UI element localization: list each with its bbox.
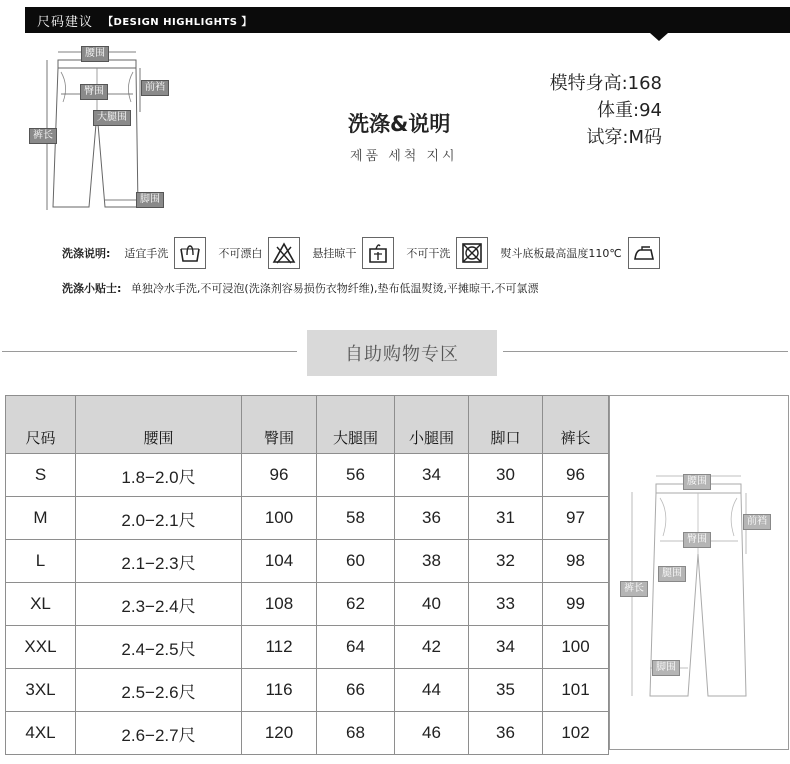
care-text-no-bleach: 不可漂白 <box>218 247 263 260</box>
care-text-iron: 熨斗底板最高温度110℃ <box>500 247 622 260</box>
cell-waist: 2.5−2.6尺 <box>76 669 242 712</box>
waist-tag: 腰围 <box>81 46 109 62</box>
cell-length: 102 <box>543 712 609 755</box>
section-title: 自助购物专区 <box>307 330 497 376</box>
cell-calf: 38 <box>395 540 469 583</box>
iron-icon <box>628 237 660 269</box>
cell-length: 99 <box>543 583 609 626</box>
tips-text: 单独冷水手洗,不可浸泡(洗涤剂容易损伤衣物纤维),垫布低温熨烫,平摊晾干,不可氯漂 <box>130 282 539 295</box>
cell-calf: 42 <box>395 626 469 669</box>
cell-hem: 30 <box>469 454 543 497</box>
cell-waist: 2.1−2.3尺 <box>76 540 242 583</box>
cell-thigh: 56 <box>317 454 395 497</box>
hand-wash-icon <box>174 237 206 269</box>
table-row <box>6 626 609 669</box>
table-row <box>6 712 609 755</box>
cell-calf: 40 <box>395 583 469 626</box>
cell-size: S <box>6 454 76 497</box>
header-length: 裤长 <box>543 396 609 454</box>
size-table <box>5 395 609 755</box>
header-waist: 腰围 <box>76 396 242 454</box>
header-notch <box>650 33 668 41</box>
cell-hip: 108 <box>242 583 317 626</box>
thigh-tag: 大腿围 <box>93 110 131 126</box>
pants-measurement-diagram <box>25 42 185 222</box>
cell-waist: 2.0−2.1尺 <box>76 497 242 540</box>
care-text-hang-dry: 悬挂晾干 <box>312 247 357 260</box>
side-waist-tag: 腰围 <box>683 474 711 490</box>
header-size: 尺码 <box>6 396 76 454</box>
wash-subtitle: 제품 세척 지시 <box>350 149 458 164</box>
cell-thigh: 60 <box>317 540 395 583</box>
cell-hem: 33 <box>469 583 543 626</box>
cell-calf: 46 <box>395 712 469 755</box>
cell-thigh: 68 <box>317 712 395 755</box>
front-rise-tag: 前裆 <box>141 80 169 96</box>
wash-title: 洗涤&说明 <box>348 112 451 136</box>
side-pants-diagram <box>609 395 789 750</box>
cell-hip: 116 <box>242 669 317 712</box>
cell-waist: 2.6−2.7尺 <box>76 712 242 755</box>
side-hem-tag: 脚围 <box>652 660 680 676</box>
side-length-tag: 裤长 <box>620 581 648 597</box>
header-subtitle: 【DESIGN HIGHLIGHTS 】 <box>103 16 252 28</box>
cell-thigh: 64 <box>317 626 395 669</box>
cell-calf: 44 <box>395 669 469 712</box>
table-row <box>6 497 609 540</box>
side-thigh-tag: 腿围 <box>658 566 686 582</box>
table-row <box>6 540 609 583</box>
care-instructions <box>62 236 672 270</box>
cell-calf: 34 <box>395 454 469 497</box>
hem-tag: 脚围 <box>136 192 164 208</box>
table-row <box>6 669 609 712</box>
header-hem: 脚口 <box>469 396 543 454</box>
header-title: 尺码建议 <box>37 14 94 30</box>
cell-hem: 34 <box>469 626 543 669</box>
care-text-no-dry-clean: 不可干洗 <box>406 247 451 260</box>
cell-thigh: 58 <box>317 497 395 540</box>
cell-hip: 104 <box>242 540 317 583</box>
model-weight: 体重:94 <box>597 100 662 121</box>
cell-hip: 100 <box>242 497 317 540</box>
cell-hip: 112 <box>242 626 317 669</box>
header-hip: 臀围 <box>242 396 317 454</box>
tips-label: 洗涤小贴士: <box>62 282 122 295</box>
side-front-rise-tag: 前裆 <box>743 514 771 530</box>
header-thigh: 大腿围 <box>317 396 395 454</box>
pants-outline-icon <box>610 396 788 749</box>
cell-hip: 96 <box>242 454 317 497</box>
cell-thigh: 62 <box>317 583 395 626</box>
cell-waist: 1.8−2.0尺 <box>76 454 242 497</box>
cell-size: 3XL <box>6 669 76 712</box>
cell-calf: 36 <box>395 497 469 540</box>
table-row <box>6 454 609 497</box>
model-info <box>550 70 662 151</box>
cell-size: L <box>6 540 76 583</box>
cell-hem: 32 <box>469 540 543 583</box>
cell-size: XXL <box>6 626 76 669</box>
no-dry-clean-icon <box>456 237 488 269</box>
cell-hip: 120 <box>242 712 317 755</box>
cell-waist: 2.3−2.4尺 <box>76 583 242 626</box>
cell-length: 97 <box>543 497 609 540</box>
cell-hem: 31 <box>469 497 543 540</box>
section-divider-right <box>503 351 788 352</box>
cell-thigh: 66 <box>317 669 395 712</box>
care-text-hand-wash: 适宜手洗 <box>124 247 169 260</box>
length-tag: 裤长 <box>29 128 57 144</box>
cell-hem: 35 <box>469 669 543 712</box>
cell-hem: 36 <box>469 712 543 755</box>
cell-length: 96 <box>543 454 609 497</box>
care-label: 洗涤说明: <box>62 247 111 260</box>
header-calf: 小腿围 <box>395 396 469 454</box>
header-bar <box>25 7 790 33</box>
section-divider-left <box>2 351 297 352</box>
cell-waist: 2.4−2.5尺 <box>76 626 242 669</box>
hip-tag: 臀围 <box>80 84 108 100</box>
hang-dry-icon <box>362 237 394 269</box>
cell-length: 101 <box>543 669 609 712</box>
wash-tips <box>62 280 538 296</box>
size-table-header <box>6 396 609 454</box>
cell-size: XL <box>6 583 76 626</box>
table-row <box>6 583 609 626</box>
cell-length: 100 <box>543 626 609 669</box>
cell-length: 98 <box>543 540 609 583</box>
model-size: 试穿:M码 <box>586 127 662 148</box>
cell-size: 4XL <box>6 712 76 755</box>
side-hip-tag: 臀围 <box>683 532 711 548</box>
cell-size: M <box>6 497 76 540</box>
model-height: 模特身高:168 <box>549 73 662 94</box>
no-bleach-icon <box>268 237 300 269</box>
